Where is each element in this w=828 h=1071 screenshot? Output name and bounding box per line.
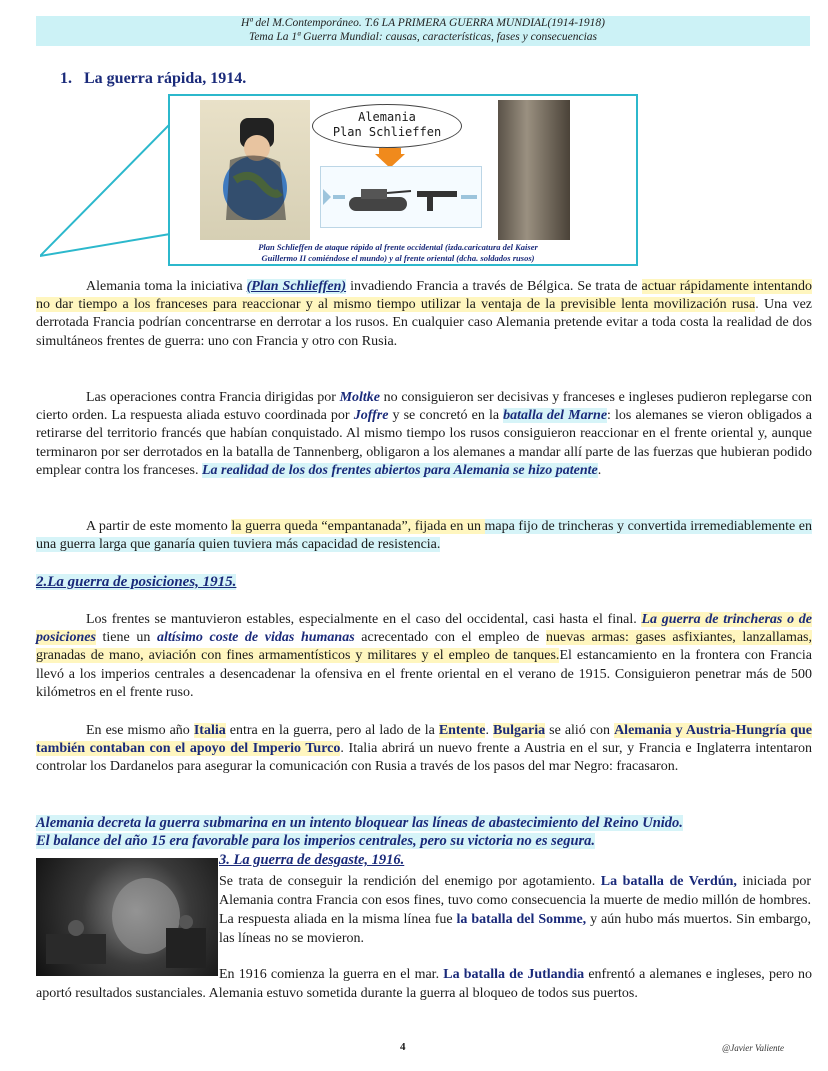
p2-text-5: . — [597, 462, 602, 478]
page-header — [36, 16, 810, 46]
p7-text: En 1916 comienza la guerra en el mar. — [219, 967, 444, 982]
central-powers-term: Alemania y Austria-Hungría que también contaban con el apoyo del Imperio Turco — [36, 723, 813, 757]
human-cost-term: altísimo coste de vidas humanas — [157, 630, 355, 646]
p5-text-4: se alió con — [545, 723, 615, 738]
p3-highlight-2: mapa fijo de trincheras y convertida irremediablemente en una guerra larga que ganaría quien tuviera más capacidad de resistencia. — [36, 519, 812, 553]
trench-war-term: La guerra de trincheras o de posiciones — [36, 612, 813, 646]
caption-line-1: Plan Schlieffen de ataque rápido al frente occidental (izda.caricatura del Kaiser — [258, 242, 538, 252]
p6-text-3: y aún hubo más muertos. Sin embargo, las líneas no se movieron. — [219, 912, 811, 946]
figure-caption — [228, 242, 568, 264]
verdun-trench-photo — [36, 858, 218, 976]
joffre-term: Joffre — [353, 408, 389, 424]
submarine-warfare-note — [36, 814, 812, 850]
p1-text-2: invadiendo Francia a través de Bélgica. Se trata de — [346, 279, 642, 294]
paragraph-alliances — [36, 722, 812, 777]
section-2-title: 2.La guerra de posiciones, 1915. — [36, 574, 237, 590]
marne-term: batalla del Marne — [503, 408, 608, 424]
section-3-title: 3. La guerra de desgaste, 1916. — [219, 852, 405, 868]
paragraph-verdun — [219, 872, 811, 948]
moltke-term: Moltke — [339, 390, 381, 405]
oval-label-line-2: Plan Schlieffen — [332, 125, 442, 139]
paragraph-jutland — [36, 965, 812, 1003]
paragraph-plan-schlieffen — [36, 278, 812, 351]
p6-text-2: iniciada por Alemania contra Francia con esos fines, tuvo como consecuencia la muerte de medio millón de hombres. La respuesta aliada en la misma línea fue — [219, 874, 811, 927]
page-number: 4 — [400, 1041, 406, 1053]
p7-text-2: enfrentó a alemanes e ingleses, pero no aportó resultados sustanciales. Alemania estuvo sometida durante la guerra al bloqueo de todos sus puertos. — [36, 967, 812, 1001]
section-1-number: 1. — [60, 70, 72, 87]
section-1-title: La guerra rápida, 1914. — [84, 70, 247, 87]
entente-term: Entente — [438, 723, 486, 738]
author-credit: @Javier Valiente — [722, 1043, 785, 1053]
oval-label-line-1: Alemania — [358, 110, 416, 124]
plan-schlieffen-figure — [168, 94, 638, 266]
down-arrow-icon — [375, 148, 405, 168]
russian-soldiers-trench-image — [498, 100, 570, 240]
bulgaria-term: Bulgaria — [493, 723, 546, 738]
p5-text-3: . — [485, 723, 493, 738]
p2-text-2: no consiguieron ser decisivas y franceses e ingleses pudieron replegarse con cierto orden. La respuesta aliada estuvo coordinada por — [36, 390, 812, 424]
plan-schlieffen-term: (Plan Schlieffen) — [246, 279, 347, 294]
section-3-heading — [219, 852, 404, 869]
header-line-2: Tema La 1ª Guerra Mundial: causas, características, fases y consecuencias — [248, 31, 598, 43]
two-fronts-term: La realidad de los dos frentes abiertos para Alemania se hizo patente — [201, 462, 598, 478]
paragraph-stalemate — [36, 518, 812, 554]
p4-text-2: tiene un — [95, 630, 157, 646]
callout-tail — [40, 94, 172, 262]
section-1-heading — [60, 70, 246, 88]
p2-text-3: y se concretó en la — [388, 408, 504, 424]
weapons-panel — [320, 166, 482, 228]
p3-highlight: la guerra queda “empantanada”, fijada en un — [231, 519, 485, 534]
p1-text: Alemania toma la iniciativa — [86, 279, 247, 294]
p5-text-5: . Italia abrirá un nuevo frente a Austria en el sur, y Francia e Inglaterra intentaron controlar los Dardanelos para asegurar la comunicación con Rusia a través de los pasos del mar Negro: fracasaron. — [36, 741, 812, 775]
caption-line-2: Guillermo II comiéndose el mundo) y al frente oriental (dcha. soldados rusos) — [261, 253, 535, 263]
kaiser-caricature-image — [200, 100, 310, 240]
p3-text: A partir de este momento — [86, 519, 232, 534]
jutland-term: La batalla de Jutlandia — [443, 967, 585, 982]
italia-term: Italia — [193, 723, 226, 738]
somme-term: la batalla del Somme, — [456, 912, 587, 927]
p4-text: Los frentes se mantuvieron estables, especialmente en el caso del occidental, casi hasta el final. — [86, 612, 642, 627]
verdun-term: La batalla de Verdún, — [600, 874, 737, 889]
plan-schlieffen-oval — [312, 104, 462, 148]
p1-highlight: actuar rápidamente intentando no dar tiempo a los franceses para reaccionar y al mismo tiempo utilizar la ventaja de la previsible lenta movilización rusa — [36, 279, 813, 313]
section-2-heading — [36, 574, 812, 591]
p6-text: Se trata de conseguir la rendición del enemigo por agotamiento. — [219, 874, 601, 889]
submarine-line-1: Alemania decreta la guerra submarina en un intento bloquear las líneas de abastecimiento del Reino Unido. — [36, 815, 683, 831]
p1-text-3: . Una vez derrotada Francia podrían concentrarse en derrotar a los rusos. En cualquier caso Alemania pretende evitar a toda costa la realidad de dos simultáneos frentes de guerra: uno con Francia y otro con Rusia. — [36, 297, 812, 349]
paragraph-trench-war — [36, 611, 812, 702]
p5-text-2: entra en la guerra, pero al lado de la — [225, 723, 439, 738]
new-weapons-highlight: nuevas armas: gases asfixiantes, lanzallamas, granadas de mano, aviación con fines armamentísticos y militares y el empleo de tanques. — [36, 630, 813, 664]
p2-text-4: : los alemanes se vieron obligados a retirarse del territorio francés que habían conquistado. Al mismo tiempo los rusos consiguieron reaccionar en el frente oriental y, aunque terminaron por ser derrotados en la batalla de Tannenberg, obligaron a los alemanes a mandar allí parte de las fuerzas que hubieran podido emplear contra los franceses. — [36, 408, 812, 478]
p4-text-3: acrecentado con el empleo de — [354, 630, 547, 646]
header-line-1: Hª del M.Contemporáneo. T.6 LA PRIMERA GUERRA MUNDIAL(1914-1918) — [241, 17, 605, 29]
p2-text: Las operaciones contra Francia dirigidas por — [86, 390, 340, 405]
p5-text: En ese mismo año — [86, 723, 194, 738]
submarine-line-2: El balance del año 15 era favorable para los imperios centrales, pero su victoria no es segura. — [36, 833, 596, 849]
paragraph-marne — [36, 389, 812, 480]
p4-text-4: El estancamiento en la frontera con Francia llevó a los imperios centrales a desencadenar la ofensiva en el frente oriental en el verano de 1915. Consiguieron penetrar más de 500 kilómetros en el frente ruso. — [36, 648, 812, 700]
